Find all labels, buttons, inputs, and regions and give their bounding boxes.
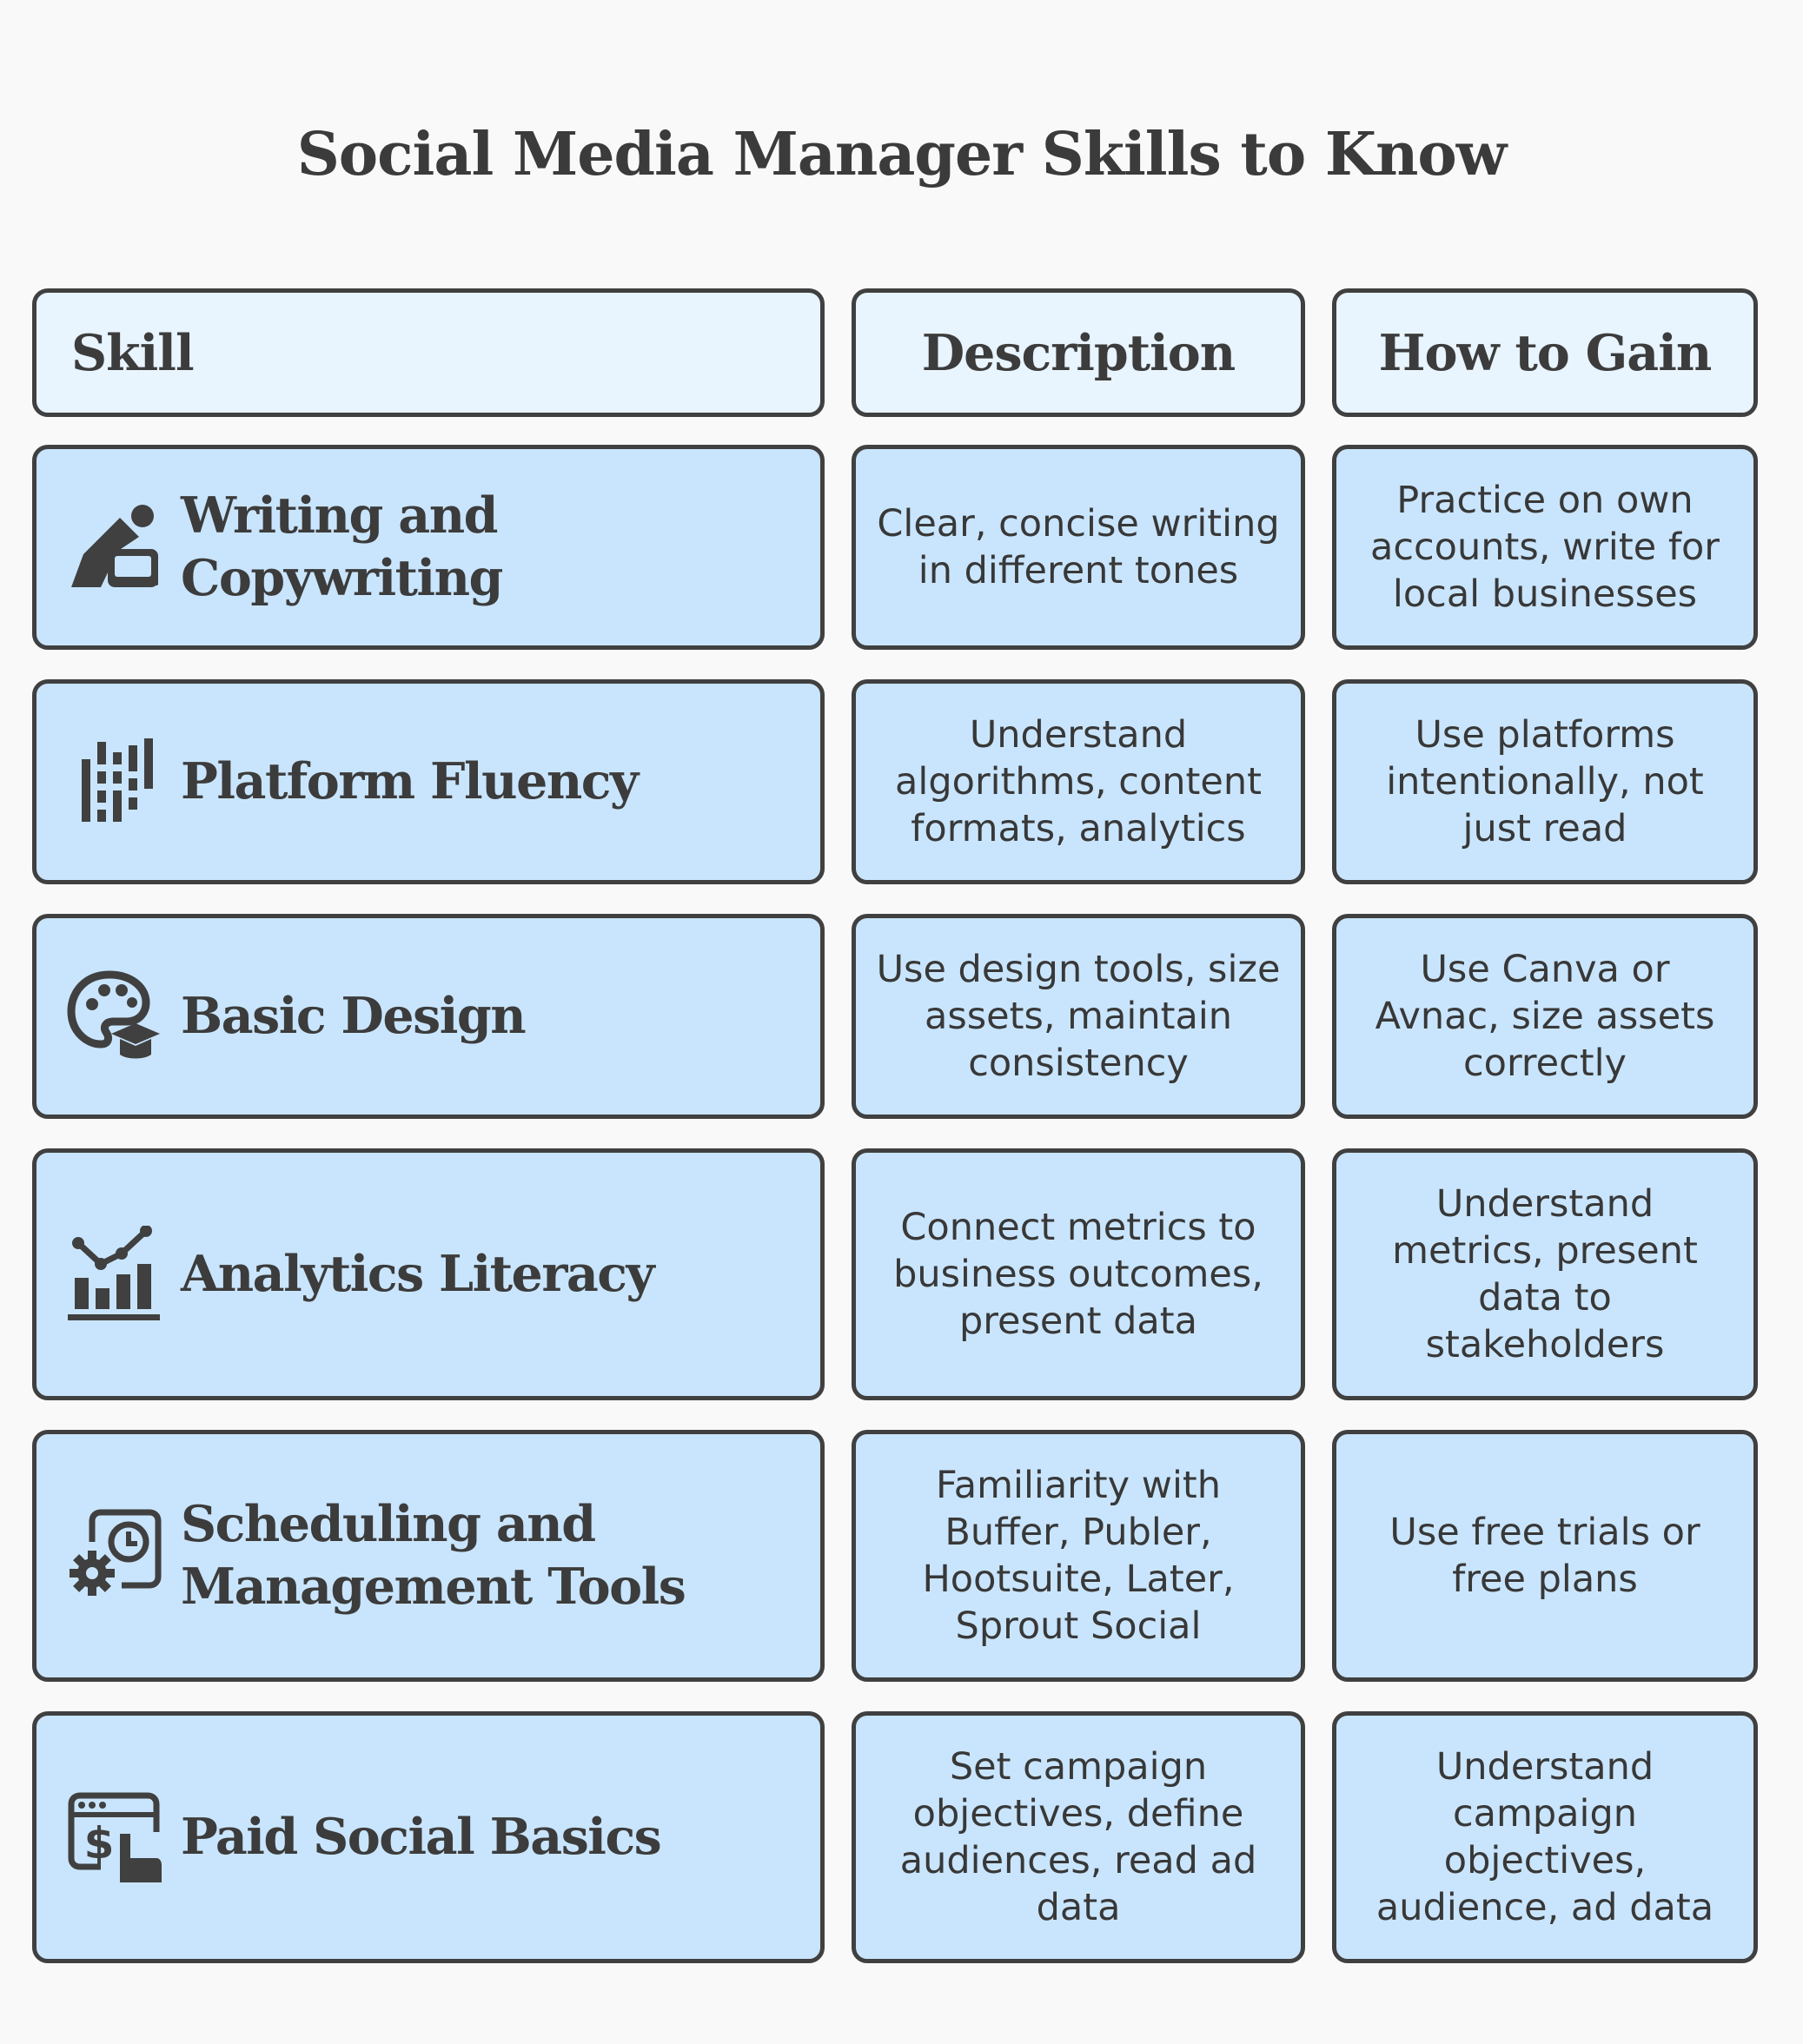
how-to-gain-text: Use platforms intentionally, not just read xyxy=(1386,713,1704,850)
skill-cell-platform xyxy=(32,679,825,884)
header-how-to-gain-label: How to Gain xyxy=(1378,323,1712,382)
how-to-gain-cell xyxy=(1332,914,1758,1119)
description-text: Set campaign objectives, define audiences, read ad data xyxy=(899,1745,1257,1929)
skill-name: Writing and Copywriting xyxy=(181,486,502,607)
skill-name: Platform Fluency xyxy=(181,752,638,810)
skill-name: Analytics Literacy xyxy=(181,1245,654,1303)
header-description-label: Description xyxy=(921,323,1236,382)
skill-cell-analytics xyxy=(32,1148,825,1400)
skill-name: Scheduling and Management Tools xyxy=(181,1495,686,1616)
how-to-gain-text: Understand metrics, present data to stakeholders xyxy=(1392,1182,1698,1366)
how-to-gain-text: Understand campaign objectives, audience, ad data xyxy=(1375,1745,1714,1929)
how-to-gain-text: Use free trials or free plans xyxy=(1389,1511,1700,1601)
description-text: Familiarity with Buffer, Publer, Hootsuite, Later, Sprout Social xyxy=(922,1464,1235,1648)
skill-name: Basic Design xyxy=(181,987,526,1045)
paid-social-icon xyxy=(66,1789,163,1886)
how-to-gain-text: Practice on own accounts, write for local businesses xyxy=(1370,479,1720,616)
header-how-to-gain xyxy=(1332,288,1758,417)
page-title: Social Media Manager Skills to Know xyxy=(296,120,1507,189)
description-text: Clear, concise writing in different tones xyxy=(877,502,1280,592)
header-skill-label: Skill xyxy=(71,323,194,382)
how-to-gain-cell xyxy=(1332,679,1758,884)
skill-cell-design xyxy=(32,914,825,1119)
design-palette-icon xyxy=(66,968,163,1065)
how-to-gain-cell xyxy=(1332,1711,1758,1963)
header-description xyxy=(852,288,1305,417)
description-cell xyxy=(852,445,1305,650)
skill-cell-scheduling xyxy=(32,1430,825,1682)
scheduling-tools-icon xyxy=(66,1507,163,1604)
how-to-gain-cell xyxy=(1332,445,1758,650)
description-text: Use design tools, size assets, maintain consistency xyxy=(876,948,1281,1085)
description-cell xyxy=(852,1430,1305,1682)
writing-icon xyxy=(66,499,163,596)
analytics-chart-icon xyxy=(66,1226,163,1323)
header-skill xyxy=(32,288,825,417)
description-text: Connect metrics to business outcomes, present data xyxy=(893,1206,1263,1343)
description-cell xyxy=(852,1711,1305,1963)
skill-name: Paid Social Basics xyxy=(181,1808,661,1866)
description-cell xyxy=(852,914,1305,1119)
skill-cell-paid-social xyxy=(32,1711,825,1963)
description-text: Understand algorithms, content formats, analytics xyxy=(895,713,1262,850)
platform-bars-icon xyxy=(66,733,163,830)
how-to-gain-text: Use Canva or Avnac, size assets correctly xyxy=(1375,948,1715,1085)
how-to-gain-cell xyxy=(1332,1148,1758,1400)
skill-cell-writing xyxy=(32,445,825,650)
description-cell xyxy=(852,1148,1305,1400)
how-to-gain-cell xyxy=(1332,1430,1758,1682)
svg-text:$: $ xyxy=(83,1818,115,1869)
description-cell xyxy=(852,679,1305,884)
